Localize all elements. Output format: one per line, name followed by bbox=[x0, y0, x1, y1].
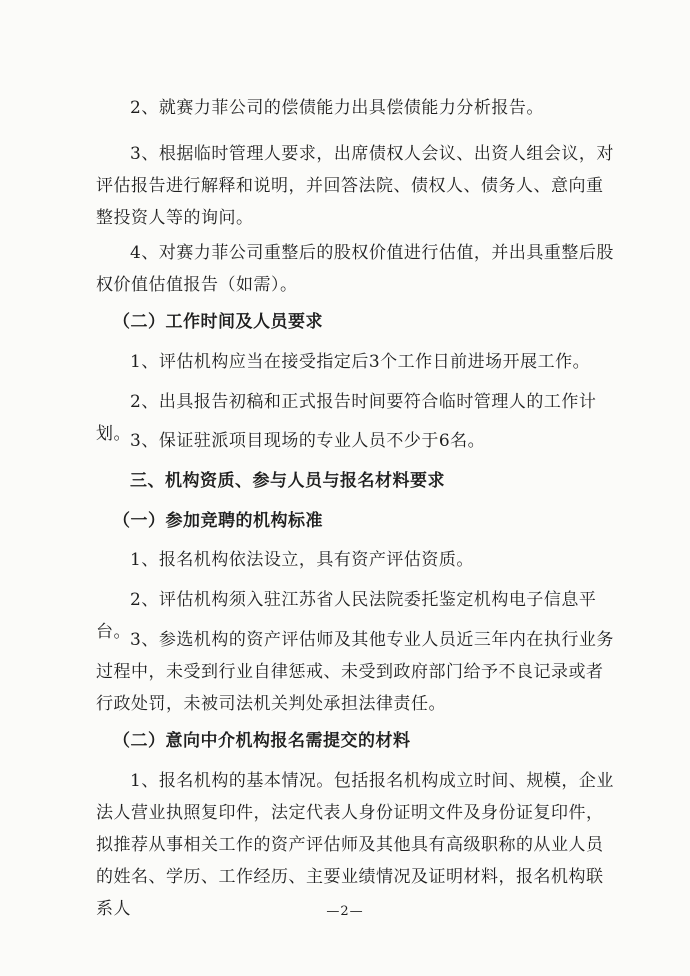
section-heading-materials: （二）意向中介机构报名需提交的材料 bbox=[113, 731, 411, 751]
paragraph-standard-3: 3、参选机构的资产评估师及其他专业人员近三年内在执行业务过程中，未受到行业自律惩戒、未受到政府部门给予不良记录或者行政处罚，未被司法机关判处承担法律责任。 bbox=[96, 630, 614, 714]
paragraph-standard-2: 2、评估机构须入驻江苏省人民法院委托鉴定机构电子信息平台。 bbox=[96, 590, 597, 642]
paragraph-standard-1: 1、报名机构依法设立，具有资产评估资质。 bbox=[130, 550, 474, 570]
paragraph-item-3: 3、根据临时管理人要求，出席债权人会议、出资人组会议，对评估报告进行解释和说明，并回答法院、债权人、债务人、意向重整投资人等的询问。 bbox=[96, 144, 614, 228]
section-heading-standards: （一）参加竞聘的机构标准 bbox=[113, 511, 323, 531]
paragraph-work-time-2: 2、出具报告初稿和正式报告时间要符合临时管理人的工作计划。 bbox=[96, 392, 597, 444]
paragraph-item-2: 2、就赛力菲公司的偿债能力出具偿债能力分析报告。 bbox=[130, 98, 544, 118]
paragraph-item-4: 4、对赛力菲公司重整后的股权价值进行估值，并出具重整后股权价值估值报告（如需）。 bbox=[96, 243, 614, 295]
paragraph-material-1: 1、报名机构的基本情况。包括报名机构成立时间、规模，企业法人营业执照复印件，法定代表人身份证明文件及身份证复印件，拟推荐从事相关工作的资产评估师及其他具有高级职称的从业人员的姓名、学历、工作经历、主要业绩情况及证明材料，报名机构联系人 bbox=[96, 771, 614, 919]
section-heading-work-time: （二）工作时间及人员要求 bbox=[113, 312, 323, 332]
page-number: —2— bbox=[326, 904, 364, 919]
paragraph-work-time-1: 1、评估机构应当在接受指定后3个工作日前进场开展工作。 bbox=[130, 352, 591, 372]
paragraph-work-time-3: 3、保证驻派项目现场的专业人员不少于6名。 bbox=[130, 431, 486, 451]
section-heading-qualifications: 三、机构资质、参与人员与报名材料要求 bbox=[130, 471, 445, 491]
